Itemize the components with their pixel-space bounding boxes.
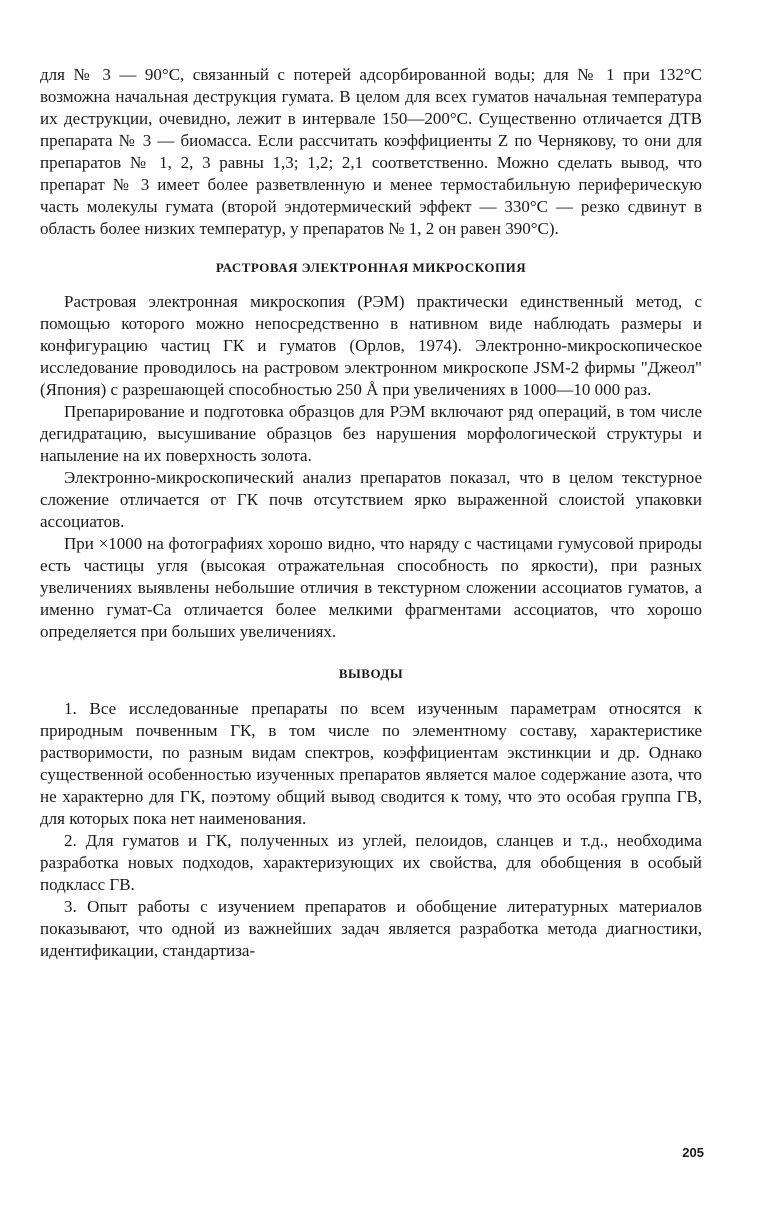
conclusion-item-1: 1. Все исследованные препараты по всем изученным параметрам относятся к природным почвенным ГК, в том числе по элементному составу, характеристике растворимости, по разным видам спектров, коэффициентам экстинкции и др. Однако существенной особенностью изученных препаратов является малое содержание азота, что не характерно для ГК, поэтому общий вывод сводится к тому, что это особая группа ГВ, для которых пока нет наименования.	[40, 699, 702, 828]
sem-paragraph-3: Электронно-микроскопический анализ препаратов показал, что в целом текстурное сложение отличается от ГК почв отсутствием ярко выраженной слоистой упаковки ассоциатов.	[40, 468, 702, 531]
sem-paragraph-4: При ×1000 на фотографиях хорошо видно, что наряду с частицами гумусовой природы есть частицы угля (высокая отражательная способность по яркости), при разных увеличениях выявлены небольшие отличия в текстурном сложении ассоциатов гуматов, а именно гумат-Са отличается более мелкими фрагментами ассоциатов, что хорошо определяется при больших увеличениях.	[40, 534, 702, 641]
conclusion-item-3: 3. Опыт работы с изучением препаратов и обобщение литературных материалов показывают, что одной из важнейших задач является разработка метода диагностики, идентификации, стандартиза-	[40, 897, 702, 960]
page-number: 205	[682, 1145, 704, 1160]
intro-paragraph: для № 3 — 90°C, связанный с потерей адсорбированной воды; для № 1 при 132°C возможна начальная деструкция гумата. В целом для всех гуматов начальная температура их деструкции, очевидно, лежит в интервале 150—200°C. Существенно отличается ДТВ препарата № 3 — биомасса. Если рассчитать коэффициенты Z по Чернякову, то они для препаратов № 1, 2, 3 равны 1,3; 1,2; 2,1 соответственно. Можно сделать вывод, что препарат № 3 имеет более разветвленную и менее термостабильную периферическую часть молекулы гумата (второй эндотермический эффект — 330°C — резко сдвинут в область более низких температур, у препаратов № 1, 2 он равен 390°C).	[40, 65, 702, 238]
sem-paragraph-1: Растровая электронная микроскопия (РЭМ) практически единственный метод, с помощью которого можно непосредственно в нативном виде наблюдать размеры и конфигурацию частиц ГК и гуматов (Орлов, 1974). Электронно-микроскопическое исследование проводилось на растровом электронном микроскопе JSM-2 фирмы "Джеол" (Япония) с разрешающей способностью 250 Å при увеличениях в 1000—10 000 раз.	[40, 292, 702, 399]
page-body	[40, 64, 702, 962]
sem-paragraph-2: Препарирование и подготовка образцов для РЭМ включают ряд операций, в том числе дегидратацию, высушивание образцов без нарушения морфологической структуры и напыление на их поверхность золота.	[40, 402, 702, 465]
section-heading-sem: РАСТРОВАЯ ЭЛЕКТРОННАЯ МИКРОСКОПИЯ	[215, 260, 527, 275]
conclusion-item-2: 2. Для гуматов и ГК, полученных из углей, пелоидов, сланцев и т.д., необходима разработка новых подходов, характеризующих их свойства, для обобщения в особый подкласс ГВ.	[40, 831, 702, 894]
section-heading-conclusions: ВЫВОДЫ	[338, 666, 404, 681]
